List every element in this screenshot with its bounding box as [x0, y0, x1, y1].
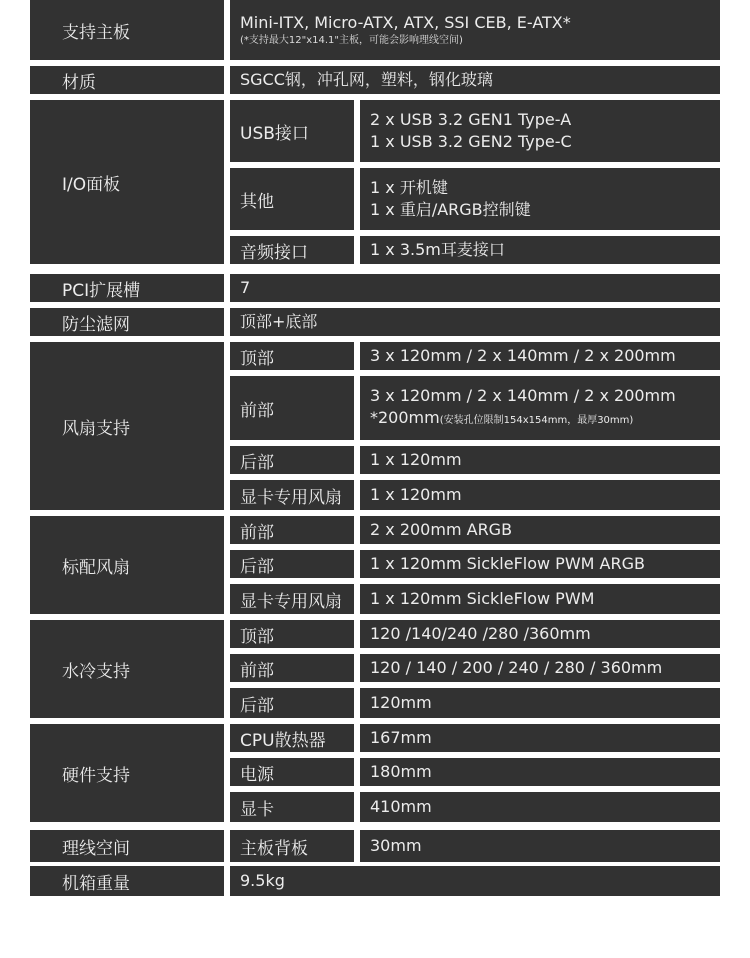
- sub-label: 前部: [240, 522, 274, 543]
- sub-stock-rear: [230, 550, 354, 578]
- value-fan-rear: [360, 446, 720, 474]
- value-psu: [360, 758, 720, 786]
- sub-water-rear: [230, 688, 354, 718]
- value-line-with-note: [370, 407, 720, 432]
- value-line: 1 x 120mm SickleFlow PWM ARGB: [370, 554, 645, 573]
- sub-label: 显卡专用风扇: [240, 487, 342, 508]
- category-label: 风扇支持: [62, 418, 130, 439]
- sub-water-top: [230, 620, 354, 648]
- value-water-top: [360, 620, 720, 648]
- sub-label: 顶部: [240, 626, 274, 647]
- value-line: 410mm: [370, 797, 432, 816]
- value-motherboard: [230, 0, 720, 60]
- value-line: Mini-ITX, Micro-ATX, ATX, SSI CEB, E-ATX*: [240, 13, 571, 32]
- value-cpu-cooler: [360, 724, 720, 752]
- value-line: 1 x 开机键: [370, 178, 448, 197]
- value-water-rear: [360, 688, 720, 718]
- value-line: *200mm: [370, 407, 440, 427]
- sub-label: 主板背板: [240, 838, 308, 859]
- category-label: 防尘滤网: [62, 314, 130, 335]
- value-line: 1 x 120mm SickleFlow PWM: [370, 589, 595, 608]
- category-label: 材质: [62, 72, 96, 93]
- sub-stock-gpu: [230, 584, 354, 614]
- value-line: 180mm: [370, 762, 432, 781]
- category-fan-support: [30, 342, 224, 510]
- value-stock-gpu: [360, 584, 720, 614]
- value-line: 1 x 120mm: [370, 450, 462, 469]
- category-label: I/O面板: [62, 174, 121, 195]
- category-stock-fans: [30, 516, 224, 614]
- value-line: 1 x 120mm: [370, 485, 462, 504]
- category-water-cooling: [30, 620, 224, 718]
- sub-label: USB接口: [240, 123, 309, 144]
- value-dust-filter: [230, 308, 720, 336]
- sub-label: 其他: [240, 191, 274, 212]
- sub-usb: [230, 100, 354, 162]
- category-cable-space: [30, 830, 224, 862]
- sub-fan-gpu: [230, 480, 354, 510]
- category-pci: [30, 274, 224, 302]
- value-line: 2 x USB 3.2 GEN1 Type-A: [370, 110, 572, 129]
- sub-label: 后部: [240, 452, 274, 473]
- value-line: 120mm: [370, 693, 432, 712]
- value-gpu: [360, 792, 720, 822]
- category-io-panel: [30, 100, 224, 264]
- value-note: (安装孔位限制154x154mm，最厚30mm): [439, 414, 634, 426]
- value-line: 167mm: [370, 728, 432, 747]
- category-motherboard: [30, 0, 224, 60]
- sub-mobo-back: [230, 830, 354, 862]
- sub-audio: [230, 236, 354, 264]
- sub-fan-rear: [230, 446, 354, 474]
- category-hardware: [30, 724, 224, 822]
- value-material: [230, 66, 720, 94]
- sub-label: 顶部: [240, 348, 274, 369]
- sub-label: CPU散热器: [240, 730, 326, 751]
- value-note: (*支持最大12"x14.1"主板，可能会影响理线空间): [240, 35, 463, 46]
- sub-label: 显卡专用风扇: [240, 591, 342, 612]
- sub-label: 前部: [240, 400, 274, 421]
- category-material: [30, 66, 224, 94]
- value-fan-front: [360, 376, 720, 440]
- sub-fan-top: [230, 342, 354, 370]
- value-line: 3 x 120mm / 2 x 140mm / 2 x 200mm: [370, 385, 676, 405]
- sub-label: 显卡: [240, 799, 274, 820]
- value-line: 7: [240, 278, 251, 297]
- value-stock-front: [360, 516, 720, 544]
- sub-cpu-cooler: [230, 724, 354, 752]
- sub-gpu: [230, 792, 354, 822]
- value-stock-rear: [360, 550, 720, 578]
- sub-label: 电源: [240, 764, 274, 785]
- value-cable-space: [360, 830, 720, 862]
- value-line: 1 x 重启/ARGB控制键: [370, 200, 531, 219]
- sub-label: 音频接口: [240, 242, 308, 263]
- sub-water-front: [230, 654, 354, 682]
- value-audio: [360, 236, 720, 264]
- value-fan-top: [360, 342, 720, 370]
- value-line: 9.5kg: [240, 871, 285, 890]
- value-pci: [230, 274, 720, 302]
- category-weight: [30, 866, 224, 896]
- value-other: [360, 168, 720, 230]
- value-line: 120 /140/240 /280 /360mm: [370, 624, 591, 643]
- category-label: 硬件支持: [62, 765, 130, 786]
- value-line: SGCC钢，冲孔网，塑料，钢化玻璃: [240, 70, 493, 89]
- sub-stock-front: [230, 516, 354, 544]
- value-line: 1 x USB 3.2 GEN2 Type-C: [370, 132, 572, 151]
- category-label: 水冷支持: [62, 661, 130, 682]
- sub-fan-front: [230, 376, 354, 440]
- sub-label: 后部: [240, 695, 274, 716]
- value-water-front: [360, 654, 720, 682]
- value-usb: [360, 100, 720, 162]
- value-weight: [230, 866, 720, 896]
- category-label: 机箱重量: [62, 873, 130, 894]
- value-line: 3 x 120mm / 2 x 140mm / 2 x 200mm: [370, 346, 676, 365]
- value-line: 2 x 200mm ARGB: [370, 520, 513, 539]
- value-line: 顶部+底部: [240, 312, 318, 331]
- sub-label: 后部: [240, 556, 274, 577]
- value-line: 1 x 3.5m耳麦接口: [370, 240, 505, 259]
- category-label: 理线空间: [62, 838, 130, 859]
- value-fan-gpu: [360, 480, 720, 510]
- value-line: 120 / 140 / 200 / 240 / 280 / 360mm: [370, 658, 663, 677]
- category-dust-filter: [30, 308, 224, 336]
- category-label: PCI扩展槽: [62, 280, 141, 301]
- sub-label: 前部: [240, 660, 274, 681]
- category-label: 支持主板: [62, 22, 130, 43]
- sub-other: [230, 168, 354, 230]
- value-line: 30mm: [370, 836, 422, 855]
- category-label: 标配风扇: [62, 557, 130, 578]
- sub-psu: [230, 758, 354, 786]
